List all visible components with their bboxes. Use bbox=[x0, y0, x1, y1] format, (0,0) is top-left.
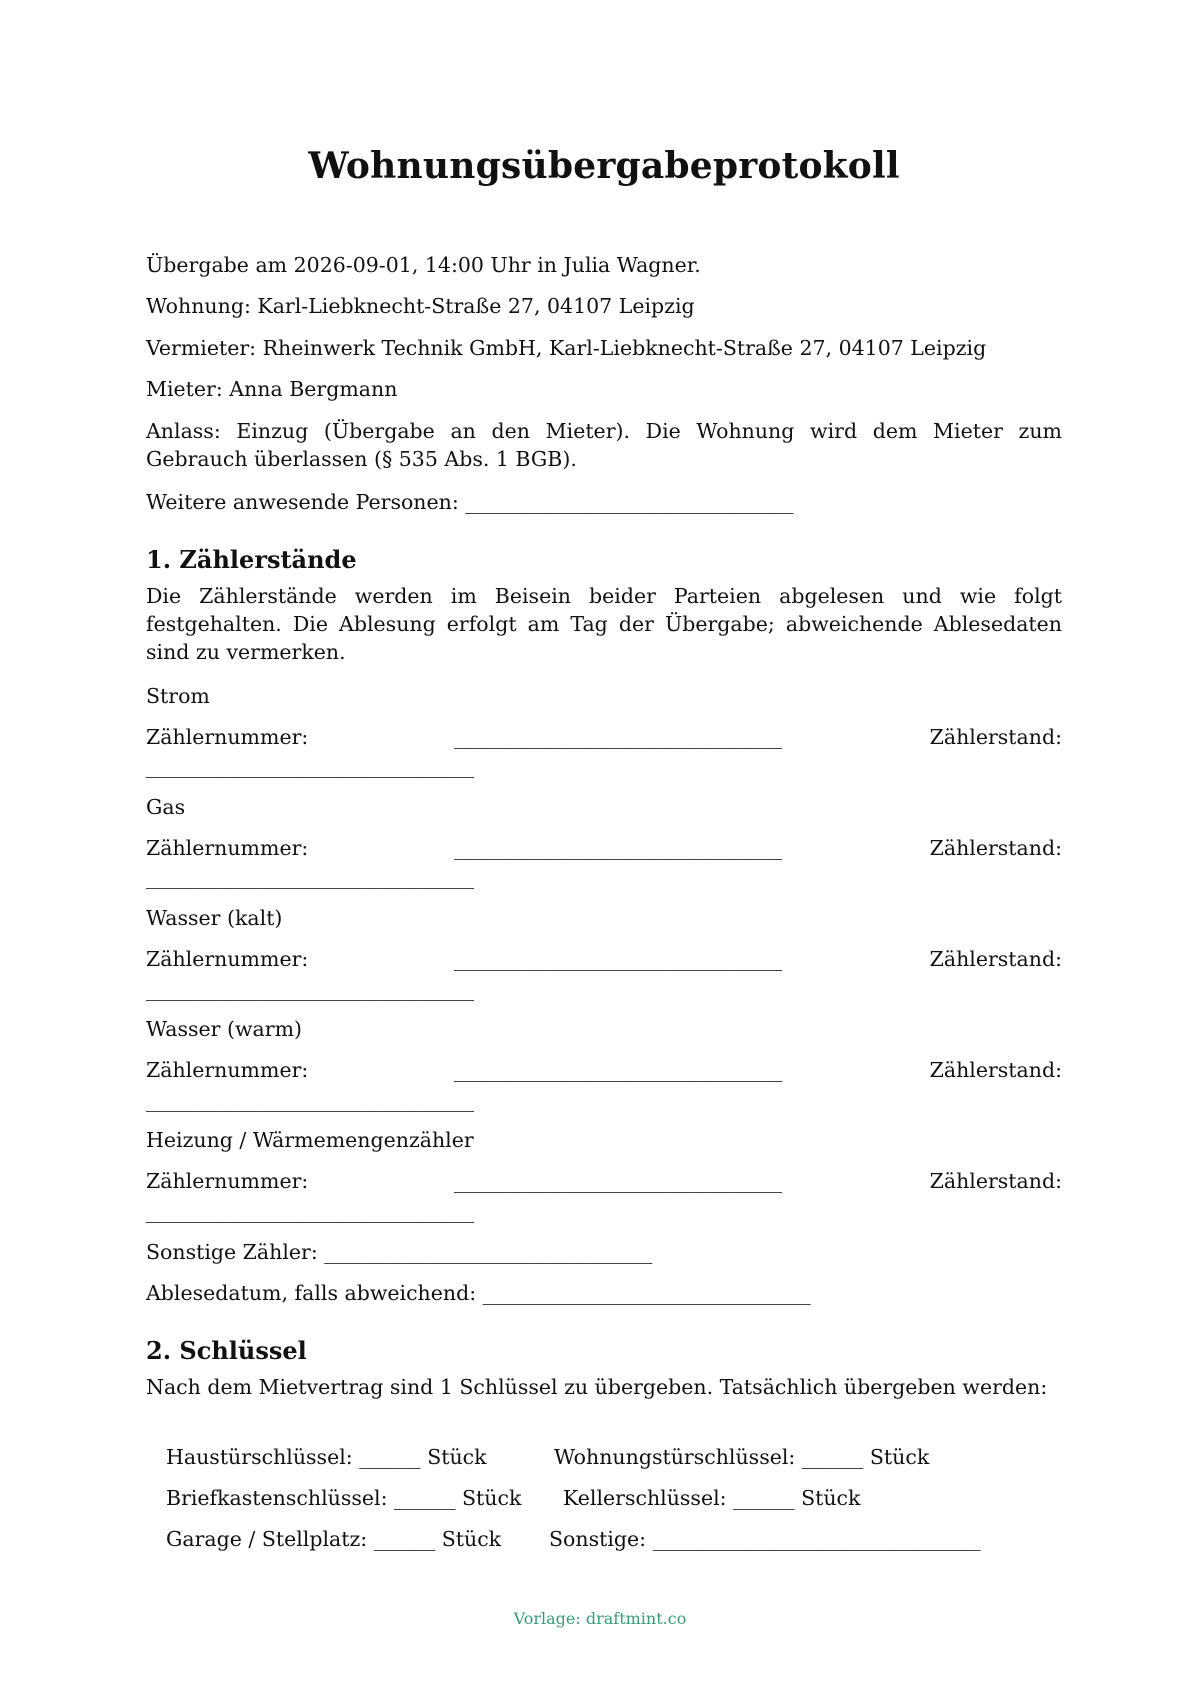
meter-reading-blank: ________________________________ bbox=[146, 1199, 474, 1223]
meter-number-label: Zählernummer: bbox=[146, 836, 309, 860]
meter-reading-label: Zählerstand: bbox=[929, 947, 1062, 971]
meter-number-blank: ________________________________ bbox=[454, 1169, 782, 1193]
meter-reading-blank: ________________________________ bbox=[146, 977, 474, 1001]
meter-number-blank: ________________________________ bbox=[454, 725, 782, 749]
mailbox-keys: Briefkastenschlüssel: ______ Stück bbox=[166, 1486, 522, 1510]
meter-reading-label: Zählerstand: bbox=[929, 1169, 1062, 1193]
reading-date-line: Ablesedatum, falls abweichend: ________________________________ bbox=[146, 1281, 811, 1305]
meter-number-label: Zählernummer: bbox=[146, 1169, 309, 1193]
other-meters-line: Sonstige Zähler: ________________________________ bbox=[146, 1240, 653, 1264]
meter-name: Heizung / Wärmemengenzähler bbox=[146, 1128, 474, 1152]
meter-reading-blank: ________________________________ bbox=[146, 1088, 474, 1112]
meter-reading-blank: ________________________________ bbox=[146, 754, 474, 778]
meter-number-blank: ________________________________ bbox=[454, 1058, 782, 1082]
meter-reading-label: Zählerstand: bbox=[929, 1058, 1062, 1082]
meter-row bbox=[146, 723, 1062, 751]
meter-reading-blank: ________________________________ bbox=[146, 865, 474, 889]
meters-intro-paragraph: Die Zählerstände werden im Beisein beider Parteien abgelesen und wie folgt festgehalten. Die Ablesung erfolgt am Tag der Übergabe; abweichende Ablesedaten sind zu vermerken. bbox=[146, 584, 1062, 664]
meter-number-blank: ________________________________ bbox=[454, 947, 782, 971]
other-keys: Sonstige: ________________________________ bbox=[549, 1527, 981, 1551]
cellar-keys: Kellerschlüssel: ______ Stück bbox=[563, 1486, 861, 1510]
meter-row bbox=[146, 1056, 1062, 1084]
house-door-keys: Haustürschlüssel: ______ Stück bbox=[166, 1445, 487, 1469]
meter-number-label: Zählernummer: bbox=[146, 725, 309, 749]
meter-reading-label: Zählerstand: bbox=[929, 725, 1062, 749]
meter-name: Gas bbox=[146, 795, 186, 819]
keys-intro-paragraph: Nach dem Mietvertrag sind 1 Schlüssel zu übergeben. Tatsächlich übergeben werden: bbox=[146, 1375, 1048, 1399]
other-persons-line: Weitere anwesende Personen: ________________________________ bbox=[146, 490, 794, 514]
meter-number-blank: ________________________________ bbox=[454, 836, 782, 860]
garage-keys: Garage / Stellplatz: ______ Stück bbox=[166, 1527, 502, 1551]
section-heading-meters: 1. Zählerstände bbox=[146, 545, 357, 574]
landlord-line: Vermieter: Rheinwerk Technik GmbH, Karl-Liebknecht-Straße 27, 04107 Leipzig bbox=[146, 336, 987, 360]
meter-number-label: Zählernummer: bbox=[146, 947, 309, 971]
meter-number-label: Zählernummer: bbox=[146, 1058, 309, 1082]
meter-row bbox=[146, 834, 1062, 862]
section-heading-keys: 2. Schlüssel bbox=[146, 1336, 307, 1365]
meter-name: Wasser (warm) bbox=[146, 1017, 303, 1041]
document-title: Wohnungsübergabeprotokoll bbox=[308, 145, 900, 187]
meter-reading-label: Zählerstand: bbox=[929, 836, 1062, 860]
handover-date-line: Übergabe am 2026-09-01, 14:00 Uhr in Julia Wagner. bbox=[146, 253, 701, 277]
template-footer: Vorlage: draftmint.co bbox=[513, 1609, 687, 1628]
apartment-line: Wohnung: Karl-Liebknecht-Straße 27, 04107 Leipzig bbox=[146, 294, 695, 318]
tenant-line: Mieter: Anna Bergmann bbox=[146, 377, 398, 401]
meter-name: Strom bbox=[146, 684, 210, 708]
meter-row bbox=[146, 945, 1062, 973]
meter-name: Wasser (kalt) bbox=[146, 906, 283, 930]
occasion-paragraph: Anlass: Einzug (Übergabe an den Mieter). Die Wohnung wird dem Mieter zum Gebrauch überlassen (§ 535 Abs. 1 BGB). bbox=[146, 419, 1062, 471]
apartment-door-keys: Wohnungstürschlüssel: ______ Stück bbox=[554, 1445, 930, 1469]
meter-row bbox=[146, 1167, 1062, 1195]
